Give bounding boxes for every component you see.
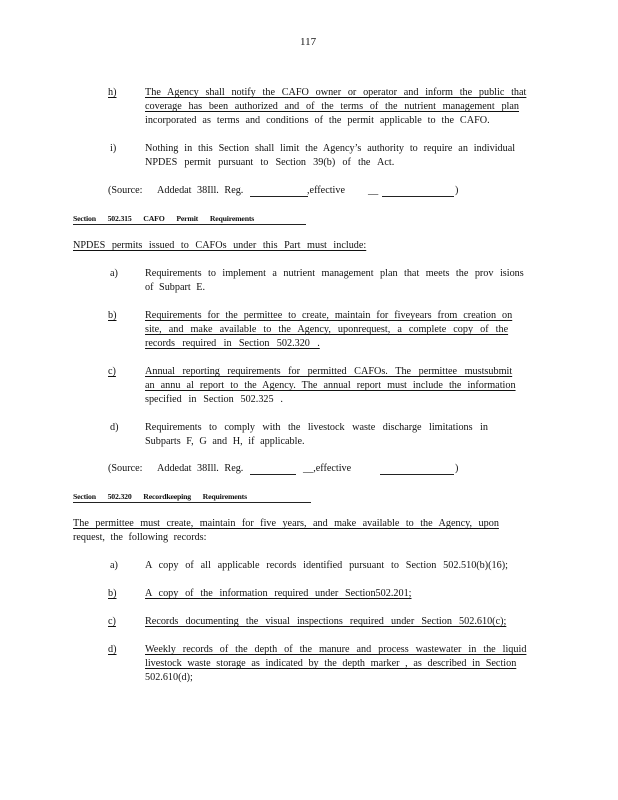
- source2-added: Addedat 38Ill. Reg.: [157, 463, 244, 474]
- source-effective: ,effective: [307, 185, 345, 196]
- section-502-315-intro: NPDES permits issued to CAFOs under this Part must include:: [73, 240, 367, 251]
- item-h-line-2: coverage has been authorized and of the terms of the nutrient management plan: [145, 101, 520, 112]
- source2-close: ): [455, 463, 459, 474]
- item-label-315-b: b): [108, 310, 117, 321]
- item-315-b-line-3: records required in Section 502.320 .: [145, 338, 320, 349]
- item-label-320-d: d): [108, 644, 117, 655]
- item-label-320-a: a): [110, 560, 118, 571]
- item-320-d-line-3: 502.610(d);: [145, 672, 193, 683]
- item-i-line-2: NPDES permit pursuant to Section 39(b) of the Act.: [145, 157, 395, 168]
- source2-reg-blank: [250, 474, 296, 475]
- item-320-d-line-1: Weekly records of the depth of the manure and process wastewater in the liquid: [145, 644, 527, 655]
- item-315-c-line-1: Annual reporting requirements for permitted CAFOs. The permittee mustsubmit: [145, 366, 513, 377]
- item-label-i: i): [110, 143, 117, 154]
- source2-effective: __,effective: [303, 463, 352, 474]
- item-label-320-b: b): [108, 588, 117, 599]
- section-heading-502-315: Section 502.315 CAFO Permit Requirements: [73, 214, 255, 223]
- item-315-b-line-1: Requirements for the permittee to create, maintain for fiveyears from creation on: [145, 310, 513, 321]
- item-320-a-line-1: A copy of all applicable records identified pursuant to Section 502.510(b)(16);: [145, 560, 508, 571]
- item-label-315-a: a): [110, 268, 118, 279]
- section-heading-502-320: Section 502.320 Recordkeeping Requirements: [73, 492, 247, 501]
- section-502-320-intro-line-1: The permittee must create, maintain for five years, and make available to the Agency, upon: [73, 518, 499, 529]
- item-label-315-c: c): [108, 366, 116, 377]
- source-reg-blank: [250, 196, 308, 197]
- source2-effective-blank: [380, 474, 454, 475]
- section-heading-502-320-underline: [73, 502, 311, 503]
- item-315-d-line-1: Requirements to comply with the livestock waste discharge limitations in: [145, 422, 488, 433]
- section-502-320-intro-line-2: request, the following records:: [73, 532, 207, 543]
- source-blank-mark: __: [368, 185, 379, 196]
- item-320-c-line-1: Records documenting the visual inspections required under Section 502.610(c);: [145, 616, 507, 627]
- source-close: ): [455, 185, 459, 196]
- item-label-h: h): [108, 87, 117, 98]
- item-315-c-line-2: an annu al report to the Agency. The annual report must include the information: [145, 380, 516, 391]
- item-label-320-c: c): [108, 616, 116, 627]
- item-i-line-1: Nothing in this Section shall limit the Agency’s authority to require an individual: [145, 143, 516, 154]
- source-effective-blank: [382, 196, 454, 197]
- item-315-a-line-1: Requirements to implement a nutrient management plan that meets the prov isions: [145, 268, 524, 279]
- item-h-line-1: The Agency shall notify the CAFO owner or operator and inform the public that: [145, 87, 527, 98]
- item-label-315-d: d): [110, 422, 119, 433]
- item-315-c-line-3: specified in Section 502.325 .: [145, 394, 283, 405]
- page-number: 117: [300, 36, 317, 48]
- item-315-a-line-2: of Subpart E.: [145, 282, 206, 293]
- item-320-d-line-2: livestock waste storage as indicated by the depth marker , as described in Section: [145, 658, 517, 669]
- source-added: Addedat 38Ill. Reg.: [157, 185, 244, 196]
- source-prefix: (Source:: [108, 185, 143, 196]
- item-315-b-line-2: site, and make available to the Agency, uponrequest, a complete copy of the: [145, 324, 509, 335]
- item-h-line-3: incorporated as terms and conditions of the permit applicable to the CAFO.: [145, 115, 490, 126]
- source2-prefix: (Source:: [108, 463, 143, 474]
- item-315-d-line-2: Subparts F, G and H, if applicable.: [145, 436, 305, 447]
- section-heading-502-315-underline: [73, 224, 306, 225]
- item-320-b-line-1: A copy of the information required under Section502.201;: [145, 588, 412, 599]
